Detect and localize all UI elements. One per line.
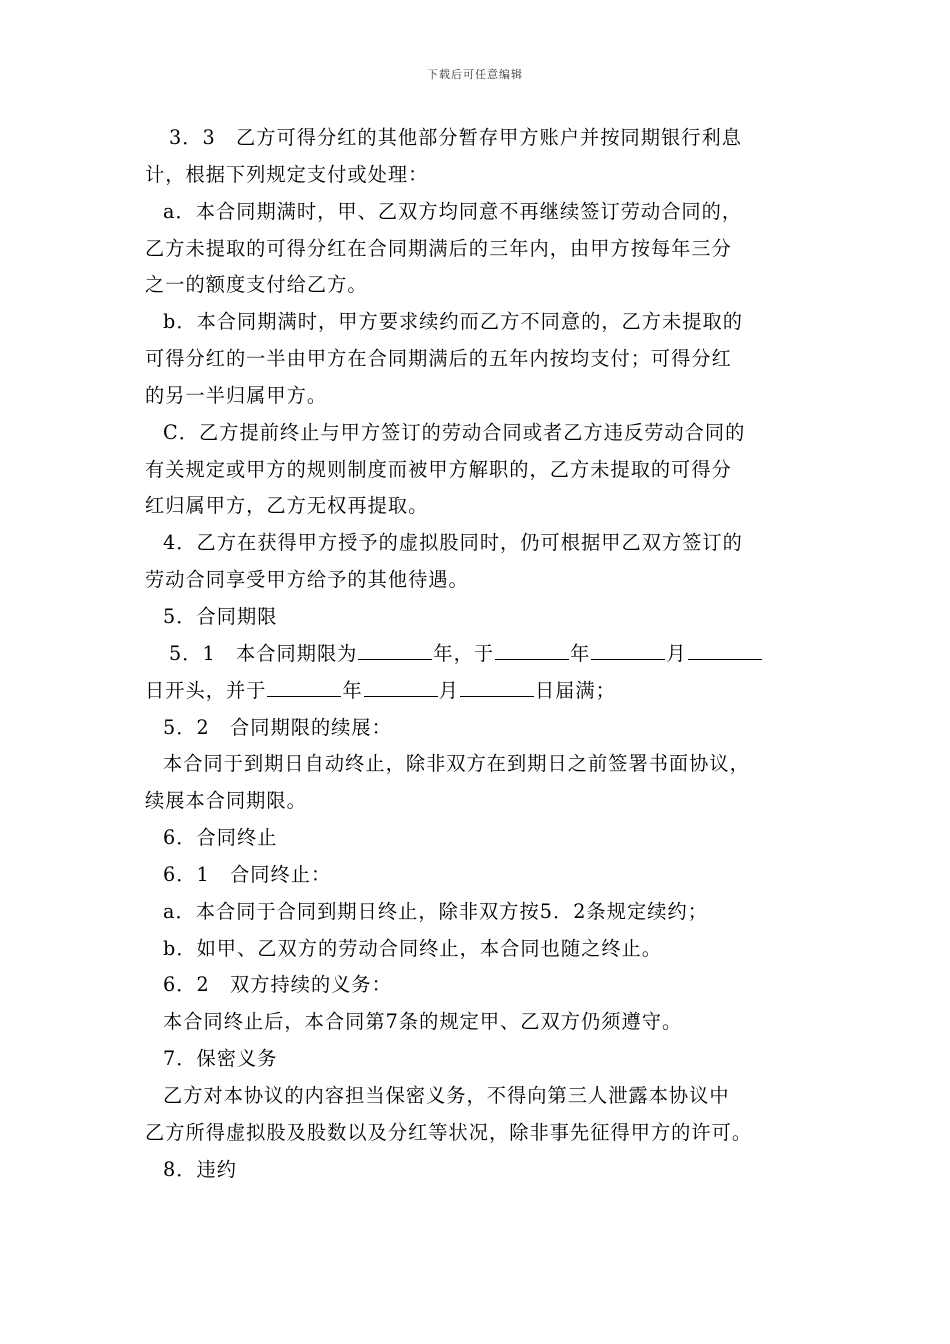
- clause-5-2: 5．2 合同期限的续展：: [163, 715, 392, 739]
- clause-6-1: 6．1 合同终止：: [163, 862, 332, 886]
- section-6-heading: 6．合同终止: [163, 826, 278, 850]
- paragraph-line: 乙方未提取的可得分红在合同期满后的三年内，由甲方按每年三分: [145, 236, 732, 260]
- page-header: 下载后可任意编辑: [427, 68, 523, 81]
- blank-start-month[interactable]: [591, 658, 665, 660]
- clause-6-2: 6．2 双方持续的义务：: [163, 973, 392, 997]
- day-expire: 日届满；: [534, 678, 616, 702]
- unit-year: 年: [433, 641, 454, 665]
- paragraph-line: 续展本合同期限。: [145, 789, 307, 813]
- paragraph-line: 的另一半归属甲方。: [145, 383, 328, 407]
- clause-c: C．乙方提前终止与甲方签订的劳动合同或者乙方违反劳动合同的: [163, 420, 746, 444]
- blank-end-day[interactable]: [460, 695, 534, 697]
- paragraph-line: 本合同于到期日自动终止，除非双方在到期日之前签署书面协议，: [163, 752, 750, 776]
- blank-years[interactable]: [358, 658, 432, 660]
- paragraph-line: 可得分红的一半由甲方在合同期满后的五年内按均支付；可得分红: [145, 347, 732, 371]
- document-body: [145, 120, 810, 1188]
- clause-5-1-text: 5．1 本合同期限为: [169, 641, 358, 665]
- paragraph-line: 红归属甲方，乙方无权再提取。: [145, 494, 429, 518]
- paragraph-line: 有关规定或甲方的规则制度而被甲方解职的，乙方未提取的可得分: [145, 457, 732, 481]
- blank-start-day[interactable]: [688, 658, 762, 660]
- clause-a: a．本合同期满时，甲、乙双方均同意不再继续签订劳动合同的，: [163, 199, 743, 223]
- comma-at: ，于: [453, 641, 495, 665]
- unit-year: 年: [570, 641, 591, 665]
- blank-start-year[interactable]: [495, 658, 569, 660]
- clause-4: 4．乙方在获得甲方授予的虚拟股同时，仍可根据甲乙双方签订的: [163, 531, 743, 555]
- blank-end-month[interactable]: [364, 695, 438, 697]
- paragraph-line: 劳动合同享受甲方给予的其他待遇。: [145, 568, 469, 592]
- clause-b: b．本合同期满时，甲方要求续约而乙方不同意的，乙方未提取的: [163, 310, 743, 334]
- paragraph-line: 计，根据下列规定支付或处理：: [145, 162, 429, 186]
- paragraph-line: 乙方对本协议的内容担当保密义务，不得向第三人泄露本协议中: [163, 1083, 730, 1107]
- paragraph-line: 之一的额度支付给乙方。: [145, 273, 368, 297]
- clause-6-1-a: a．本合同于合同到期日终止，除非双方按5．2条规定续约；: [163, 899, 708, 923]
- section-8-heading: 8．违约: [163, 1157, 237, 1181]
- clause-6-1-b: b．如甲、乙双方的劳动合同终止，本合同也随之终止。: [163, 936, 663, 960]
- section-7-heading: 7．保密义务: [163, 1047, 278, 1071]
- blank-end-year[interactable]: [267, 695, 341, 697]
- clause-3-3: 3．3 乙方可得分红的其他部分暂存甲方账户并按同期银行利息: [169, 126, 742, 149]
- section-5-heading: 5．合同期限: [163, 604, 278, 628]
- unit-month: 月: [438, 678, 459, 702]
- paragraph-line: 本合同终止后，本合同第7条的规定甲、乙双方仍须遵守。: [163, 1010, 683, 1034]
- unit-year: 年: [342, 678, 363, 702]
- paragraph-line: 乙方所得虚拟股及股数以及分红等状况，除非事先征得甲方的许可。: [145, 1120, 753, 1144]
- clause-5-1: [145, 636, 810, 673]
- unit-month: 月: [666, 641, 687, 665]
- clause-5-1-cont: [145, 673, 810, 710]
- clause-5-1-cont-text: 日开头，并于: [145, 678, 267, 702]
